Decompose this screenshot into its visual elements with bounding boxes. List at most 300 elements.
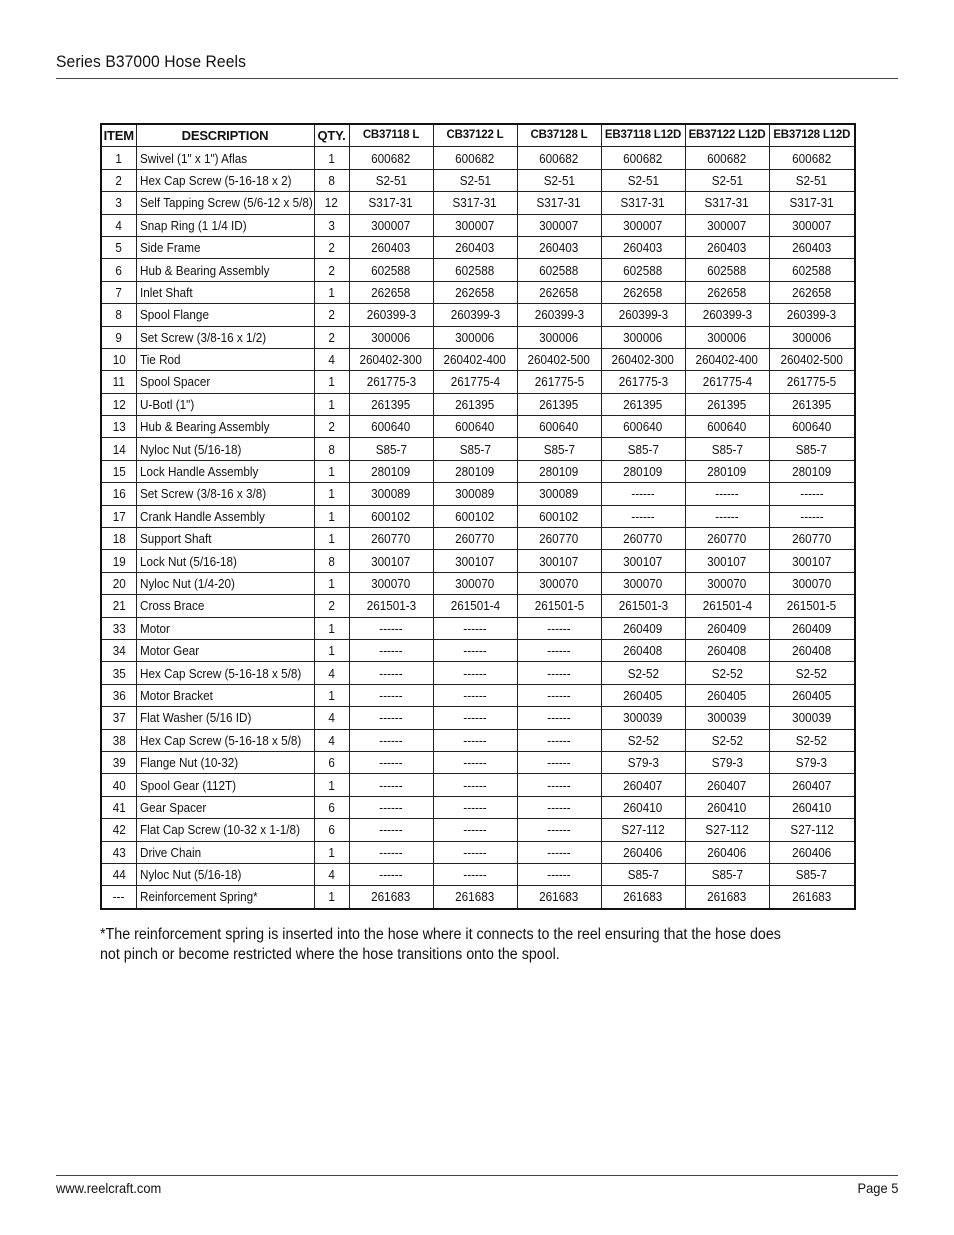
part-number xyxy=(517,684,601,706)
cell-text: 261501-5 xyxy=(787,598,837,614)
part-number xyxy=(349,281,433,303)
cell-text: 4 xyxy=(328,732,335,748)
item-number xyxy=(101,505,136,527)
cell-text: 38 xyxy=(112,732,126,748)
part-number xyxy=(769,863,855,885)
part-number xyxy=(601,841,685,863)
table-row xyxy=(101,393,855,415)
part-number xyxy=(517,841,601,863)
cell-text: ------ xyxy=(463,867,487,883)
cell-text: 260405 xyxy=(792,687,832,703)
cell-text: Hex Cap Screw (5-16-18 x 5/8) xyxy=(139,665,301,681)
item-description xyxy=(136,886,314,909)
part-number xyxy=(601,886,685,909)
table-row xyxy=(101,841,855,863)
part-number xyxy=(769,774,855,796)
part-number xyxy=(433,371,517,393)
table-row xyxy=(101,326,855,348)
cell-text: ------ xyxy=(379,643,403,659)
part-number xyxy=(601,774,685,796)
cell-text: 4 xyxy=(115,217,122,233)
table-row xyxy=(101,662,855,684)
cell-text: 262658 xyxy=(539,284,579,300)
table-row xyxy=(101,169,855,191)
part-number xyxy=(517,662,601,684)
cell-text: 300107 xyxy=(371,553,411,569)
part-number xyxy=(601,662,685,684)
part-number xyxy=(769,416,855,438)
part-number xyxy=(685,662,769,684)
item-number xyxy=(101,886,136,909)
part-number xyxy=(601,214,685,236)
part-number xyxy=(685,863,769,885)
part-number xyxy=(685,326,769,348)
table-row xyxy=(101,259,855,281)
cell-text: 260399-3 xyxy=(618,307,668,323)
table-row xyxy=(101,147,855,169)
cell-text: 260402-300 xyxy=(359,352,423,368)
cell-text: 261683 xyxy=(792,889,832,905)
item-number xyxy=(101,304,136,326)
cell-text: 602588 xyxy=(792,262,832,278)
cell-text: 10 xyxy=(112,352,126,368)
part-number xyxy=(433,304,517,326)
part-number xyxy=(349,236,433,258)
item-number xyxy=(101,639,136,661)
part-number xyxy=(685,393,769,415)
item-number xyxy=(101,819,136,841)
cell-text: 261395 xyxy=(707,396,747,412)
cell-text: Motor Bracket xyxy=(139,687,213,703)
part-number xyxy=(433,214,517,236)
column-header: EB37128 L12D xyxy=(769,124,855,147)
part-number xyxy=(433,595,517,617)
cell-text: S317-31 xyxy=(536,195,582,211)
cell-text: 8 xyxy=(328,553,335,569)
part-number xyxy=(685,841,769,863)
table-row xyxy=(101,751,855,773)
table-row xyxy=(101,416,855,438)
cell-text: 1 xyxy=(328,687,335,703)
cell-text: 260408 xyxy=(623,643,663,659)
item-number xyxy=(101,281,136,303)
cell-text: 1 xyxy=(115,150,122,166)
part-number xyxy=(349,707,433,729)
cell-text: 40 xyxy=(112,777,126,793)
part-number xyxy=(769,819,855,841)
part-number xyxy=(433,707,517,729)
cell-text: S85-7 xyxy=(375,441,407,457)
part-number xyxy=(349,684,433,706)
item-description xyxy=(136,863,314,885)
part-number xyxy=(601,572,685,594)
cell-text: 300107 xyxy=(455,553,495,569)
cell-text: ------ xyxy=(463,732,487,748)
header-divider xyxy=(56,78,898,79)
cell-text: 1 xyxy=(328,576,335,591)
cell-text: 260409 xyxy=(623,620,663,636)
cell-text: 300006 xyxy=(792,329,832,345)
cell-text: 1 xyxy=(328,844,335,860)
part-number xyxy=(685,460,769,482)
cell-text: ------ xyxy=(547,777,571,793)
item-number xyxy=(101,684,136,706)
part-number xyxy=(517,460,601,482)
part-number xyxy=(517,236,601,258)
cell-text: 300007 xyxy=(539,217,579,233)
part-number xyxy=(769,595,855,617)
part-number xyxy=(685,259,769,281)
cell-text: 1 xyxy=(328,150,335,166)
item-description xyxy=(136,460,314,482)
cell-text: 2 xyxy=(328,419,335,435)
part-number xyxy=(517,886,601,909)
cell-text: 37 xyxy=(112,710,126,726)
cell-text: S79-3 xyxy=(627,755,659,771)
cell-text: 300006 xyxy=(539,329,579,345)
item-quantity xyxy=(314,371,349,393)
item-description xyxy=(136,192,314,214)
item-quantity xyxy=(314,774,349,796)
cell-text: ------ xyxy=(547,643,571,659)
part-number xyxy=(349,214,433,236)
cell-text: ------ xyxy=(463,755,487,771)
part-number xyxy=(685,707,769,729)
cell-text: 260403 xyxy=(792,240,832,256)
cell-text: 300070 xyxy=(707,576,747,591)
cell-text: 300007 xyxy=(455,217,495,233)
cell-text: S2-52 xyxy=(627,665,659,681)
cell-text: 300089 xyxy=(455,486,495,502)
item-description xyxy=(136,595,314,617)
cell-text: 602588 xyxy=(455,262,495,278)
cell-text: 300070 xyxy=(455,576,495,591)
cell-text: 600102 xyxy=(539,508,579,524)
part-number xyxy=(349,863,433,885)
item-quantity xyxy=(314,259,349,281)
item-number xyxy=(101,438,136,460)
part-number xyxy=(685,550,769,572)
cell-text: S2-51 xyxy=(796,172,828,188)
item-description xyxy=(136,393,314,415)
cell-text: 34 xyxy=(112,643,126,659)
cell-text: 261775-3 xyxy=(366,374,416,390)
cell-text: Flange Nut (10-32) xyxy=(139,755,238,771)
item-quantity xyxy=(314,214,349,236)
cell-text: 260402-500 xyxy=(527,352,591,368)
cell-text: 280109 xyxy=(455,464,495,480)
part-number xyxy=(349,259,433,281)
part-number xyxy=(517,169,601,191)
cell-text: 261775-3 xyxy=(618,374,668,390)
item-quantity xyxy=(314,572,349,594)
cell-text: 261775-5 xyxy=(534,374,584,390)
cell-text: S2-51 xyxy=(375,172,407,188)
cell-text: 36 xyxy=(112,687,126,703)
cell-text: ------ xyxy=(379,755,403,771)
cell-text: S85-7 xyxy=(627,441,659,457)
part-number xyxy=(769,259,855,281)
part-number xyxy=(433,483,517,505)
table-row xyxy=(101,796,855,818)
cell-text: S27-112 xyxy=(790,822,834,838)
item-quantity xyxy=(314,796,349,818)
item-description xyxy=(136,281,314,303)
item-description xyxy=(136,796,314,818)
part-number xyxy=(769,393,855,415)
cell-text: 15 xyxy=(112,464,126,480)
part-number xyxy=(349,886,433,909)
part-number xyxy=(601,528,685,550)
cell-text: 260403 xyxy=(707,240,747,256)
cell-text: 260408 xyxy=(707,643,747,659)
part-number xyxy=(517,617,601,639)
part-number xyxy=(601,863,685,885)
part-number xyxy=(433,147,517,169)
cell-text: 600640 xyxy=(623,419,663,435)
cell-text: 261395 xyxy=(792,396,832,412)
cell-text: Nyloc Nut (5/16-18) xyxy=(139,441,241,457)
cell-text: 2 xyxy=(328,307,335,323)
cell-text: Swivel (1" x 1") Aflas xyxy=(139,150,247,166)
cell-text: ------ xyxy=(379,665,403,681)
cell-text: Hub & Bearing Assembly xyxy=(139,419,269,435)
footer-website: www.reelcraft.com xyxy=(56,1180,162,1196)
part-number xyxy=(433,259,517,281)
cell-text: 260410 xyxy=(707,799,747,815)
cell-text: 20 xyxy=(112,576,126,591)
part-number xyxy=(685,304,769,326)
cell-text: ------ xyxy=(715,486,739,502)
cell-text: 260409 xyxy=(792,620,832,636)
item-number xyxy=(101,796,136,818)
cell-text: Motor Gear xyxy=(139,643,199,659)
part-number xyxy=(769,214,855,236)
cell-text: Spool Spacer xyxy=(139,374,210,390)
part-number xyxy=(433,841,517,863)
cell-text: S317-31 xyxy=(368,195,414,211)
cell-text: S317-31 xyxy=(789,195,834,211)
part-number xyxy=(517,729,601,751)
item-number xyxy=(101,483,136,505)
cell-text: 600102 xyxy=(371,508,411,524)
cell-text: 260403 xyxy=(455,240,495,256)
item-quantity xyxy=(314,684,349,706)
part-number xyxy=(517,214,601,236)
column-header: CB37118 L xyxy=(349,124,433,147)
cell-text: 260406 xyxy=(707,844,747,860)
item-number xyxy=(101,326,136,348)
cell-text: 260770 xyxy=(455,531,495,547)
cell-text: 6 xyxy=(328,799,335,815)
part-number xyxy=(685,528,769,550)
cell-text: 280109 xyxy=(707,464,747,480)
part-number xyxy=(601,550,685,572)
cell-text: 33 xyxy=(112,620,126,636)
part-number xyxy=(517,572,601,594)
cell-text: Flat Cap Screw (10-32 x 1-1/8) xyxy=(139,822,300,838)
part-number xyxy=(769,886,855,909)
part-number xyxy=(349,550,433,572)
cell-text: S85-7 xyxy=(796,867,828,883)
cell-text: 39 xyxy=(112,755,126,771)
cell-text: 12 xyxy=(324,195,339,211)
cell-text: 261395 xyxy=(455,396,495,412)
cell-text: 260410 xyxy=(792,799,832,815)
part-number xyxy=(685,281,769,303)
cell-text: 1 xyxy=(328,508,335,524)
part-number xyxy=(517,751,601,773)
cell-text: ------ xyxy=(547,710,571,726)
cell-text: Side Frame xyxy=(139,240,200,256)
cell-text: 260402-300 xyxy=(611,352,675,368)
part-number xyxy=(685,572,769,594)
table-row xyxy=(101,617,855,639)
part-number xyxy=(433,505,517,527)
cell-text: 300070 xyxy=(792,576,832,591)
item-quantity xyxy=(314,236,349,258)
cell-text: S2-52 xyxy=(796,732,828,748)
cell-text: 261683 xyxy=(707,889,747,905)
item-description xyxy=(136,819,314,841)
cell-text: S317-31 xyxy=(620,195,666,211)
item-number xyxy=(101,393,136,415)
part-number xyxy=(433,684,517,706)
cell-text: 261501-3 xyxy=(366,598,416,614)
part-number xyxy=(517,528,601,550)
part-number xyxy=(433,572,517,594)
cell-text: 260409 xyxy=(707,620,747,636)
cell-text: 300007 xyxy=(371,217,411,233)
cell-text: 300007 xyxy=(623,217,663,233)
cell-text: --- xyxy=(112,889,125,905)
cell-text: 2 xyxy=(328,240,335,256)
item-quantity xyxy=(314,639,349,661)
part-number xyxy=(601,617,685,639)
cell-text: 43 xyxy=(112,844,126,860)
part-number xyxy=(349,639,433,661)
part-number xyxy=(517,281,601,303)
item-number xyxy=(101,707,136,729)
cell-text: 261395 xyxy=(623,396,663,412)
cell-text: 300070 xyxy=(371,576,411,591)
cell-text: ------ xyxy=(547,732,571,748)
cell-text: 300039 xyxy=(707,710,747,726)
cell-text: 261775-4 xyxy=(702,374,752,390)
item-description xyxy=(136,841,314,863)
table-row xyxy=(101,483,855,505)
item-number xyxy=(101,662,136,684)
item-number xyxy=(101,371,136,393)
part-number xyxy=(769,729,855,751)
item-description xyxy=(136,662,314,684)
cell-text: ------ xyxy=(547,822,571,838)
cell-text: 17 xyxy=(112,508,126,524)
column-header: ITEM xyxy=(101,124,136,147)
item-description xyxy=(136,483,314,505)
table-row xyxy=(101,863,855,885)
part-number xyxy=(685,595,769,617)
cell-text: 1 xyxy=(328,643,335,659)
part-number xyxy=(349,169,433,191)
table-row xyxy=(101,460,855,482)
part-number xyxy=(517,639,601,661)
cell-text: ------ xyxy=(379,822,403,838)
part-number xyxy=(769,348,855,370)
part-number xyxy=(349,505,433,527)
item-number xyxy=(101,751,136,773)
cell-text: 9 xyxy=(115,329,122,345)
cell-text: 260403 xyxy=(539,240,579,256)
part-number xyxy=(601,729,685,751)
part-number xyxy=(517,863,601,885)
table-row xyxy=(101,281,855,303)
item-description xyxy=(136,639,314,661)
part-number xyxy=(685,416,769,438)
part-number xyxy=(517,796,601,818)
part-number xyxy=(517,505,601,527)
cell-text: 260770 xyxy=(792,531,832,547)
cell-text: 260405 xyxy=(623,687,663,703)
cell-text: 3 xyxy=(328,217,335,233)
cell-text: 14 xyxy=(112,441,126,457)
part-number xyxy=(769,192,855,214)
cell-text: 260407 xyxy=(707,777,747,793)
part-number xyxy=(769,639,855,661)
item-description xyxy=(136,684,314,706)
cell-text: 600682 xyxy=(792,150,832,166)
cell-text: 262658 xyxy=(707,284,747,300)
part-number xyxy=(517,438,601,460)
part-number xyxy=(601,259,685,281)
table-row xyxy=(101,886,855,909)
cell-text: 300070 xyxy=(539,576,579,591)
cell-text: 600682 xyxy=(455,150,495,166)
part-number xyxy=(601,639,685,661)
part-number xyxy=(349,751,433,773)
item-number xyxy=(101,863,136,885)
item-description xyxy=(136,751,314,773)
cell-text: 260770 xyxy=(539,531,579,547)
part-number xyxy=(349,617,433,639)
table-row xyxy=(101,528,855,550)
cell-text: S2-51 xyxy=(711,172,743,188)
part-number xyxy=(769,483,855,505)
table-row xyxy=(101,729,855,751)
cell-text: ------ xyxy=(463,710,487,726)
cell-text: 260399-3 xyxy=(450,307,500,323)
part-number xyxy=(685,684,769,706)
cell-text: S317-31 xyxy=(452,195,498,211)
cell-text: 300107 xyxy=(623,553,663,569)
cell-text: ------ xyxy=(379,620,403,636)
cell-text: 41 xyxy=(112,799,126,815)
item-description xyxy=(136,729,314,751)
cell-text: 602588 xyxy=(371,262,411,278)
cell-text: 35 xyxy=(112,665,126,681)
cell-text: 1 xyxy=(328,777,335,793)
cell-text: Hex Cap Screw (5-16-18 x 2) xyxy=(139,172,292,188)
cell-text: Drive Chain xyxy=(139,844,201,860)
part-number xyxy=(517,147,601,169)
cell-text: Nyloc Nut (1/4-20) xyxy=(139,576,235,591)
cell-text: ------ xyxy=(547,687,571,703)
cell-text: 3 xyxy=(115,195,122,211)
cell-text: 300089 xyxy=(371,486,411,502)
table-row xyxy=(101,438,855,460)
part-number xyxy=(769,505,855,527)
item-quantity xyxy=(314,460,349,482)
